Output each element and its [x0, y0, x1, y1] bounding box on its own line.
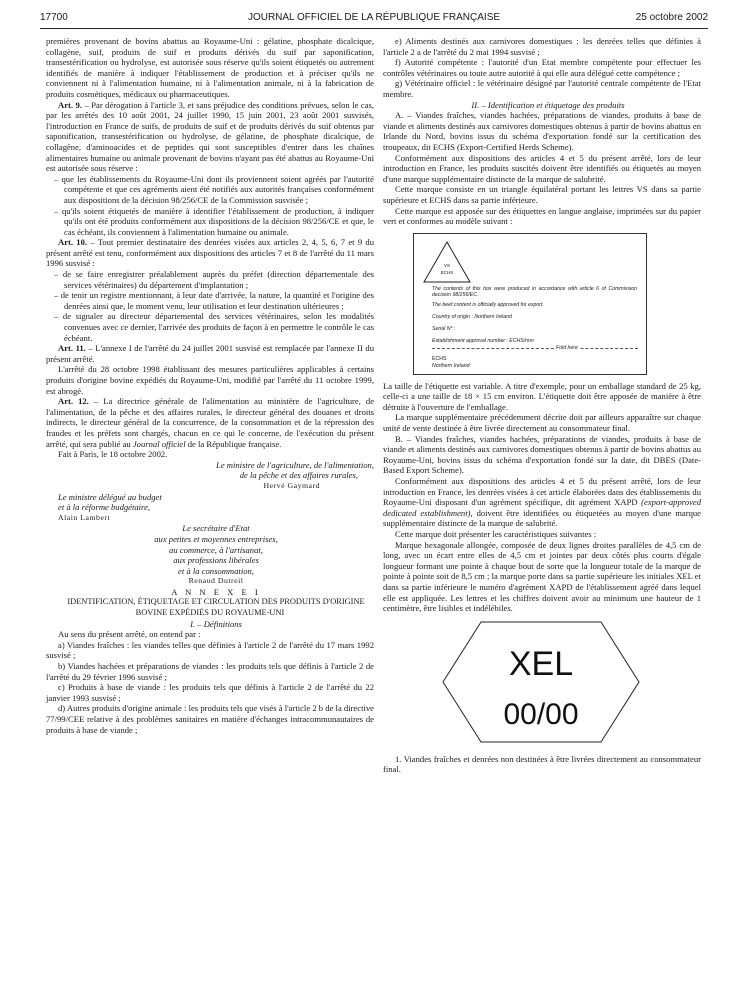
article-11	[46, 343, 374, 364]
paragraph: premières provenant de bovins abattus au Royaume-Uni : gélatine, phosphate dicalcique, collagène, suif, produits de suif et produits dérivés du suif par saponification, transestérification ou hydrolyse, est autorisée sous réserve qu'ils soient étiquetés ou autrement identifiés de manière à indiquer l'établissement de production et à préciser qu'ils ne conviennent ni à l'alimentation humaine, ni à l'alimentation animale, ni à la fabrication de produits cosmétiques, médicaux ou pharmaceutiques.	[46, 36, 374, 99]
hex-bottom-text: 00/00	[503, 697, 579, 731]
left-column	[46, 36, 374, 735]
header-rule	[40, 28, 708, 29]
triangle-echs: ECHS	[440, 269, 454, 275]
annex-subtitle: IDENTIFICATION, ÉTIQUETAGE ET CIRCULATION DES PRODUITS D'ORIGINE BOVINE EXPÉDIÉS DU ROYAUME-UNI	[67, 597, 365, 618]
definition: g) Vétérinaire officiel : le vétérinaire désigné par l'autorité centrale compétente de l'Etat membre.	[383, 78, 701, 99]
paragraph: Conformément aux dispositions des articles 4 et 5 du présent arrêté, lors de leur introduction en France, les produits suscités doivent être identifiés ou étiquetés au moyen d'une marque supplémentaire distincte de la marque de salubrité.	[383, 152, 701, 184]
label-bottom: ECHS	[432, 355, 447, 362]
article-12	[46, 396, 374, 449]
paragraph: Cette marque doit présenter les caractéristiques suivantes :	[395, 529, 597, 539]
paragraph: A. – Viandes fraîches, viandes hachées, préparations de viandes, produits à base de viande et aliments destinés aux carnivores domestiques obtenus à partir de bovins abattus en Irlande du Nord, bovins issus du schéma d'exportation fondé sur la certification des troupeaux, dit ECHS (Export-Certified Herds Scheme).	[383, 110, 701, 152]
paragraph: L'arrêté du 28 octobre 1998 établissant des mesures particulières applicables à certains produits d'origine bovine expédiés du Royaume-Uni, modifié par l'arrêté du 11 octobre 1999, est abrogé.	[46, 364, 374, 396]
issue-date: 25 octobre 2002	[635, 12, 708, 23]
list-item: – de se faire enregistrer préalablement auprès du préfet (direction départementale des services vétérinaires) du département d'implantation ;	[54, 269, 374, 290]
journal-title: JOURNAL OFFICIEL DE LA RÉPUBLIQUE FRANÇAISE	[247, 12, 501, 23]
echs-label-model	[413, 233, 647, 375]
fold-line	[432, 348, 638, 349]
definition: b) Viandes hachées et préparations de viandes : les produits tels que définis à l'article 2 de l'arrêté du 29 février 1996 susvisé ;	[46, 661, 374, 682]
signature-title: de la pêche et des affaires rurales,	[239, 470, 358, 481]
signature-name: Hervé Gaymard	[263, 480, 320, 490]
journal-ref: Journal officiel	[132, 438, 186, 449]
label-line: The beef content is officially approved for export.	[432, 301, 544, 308]
fold-label: Fold here	[556, 344, 578, 351]
list-item: – de tenir un registre mentionnant, à leur date d'arrivée, la nature, la quantité et l'origine des denrées ainsi que, le moment venu, leur utilisation et leur destination ultérieures ;	[54, 290, 374, 311]
label-line: Country of origin : Northern Ireland	[432, 313, 512, 320]
paragraph	[383, 476, 701, 529]
label-line: The contents of this box were produced in accordance with article 6 of Commission decision 98/256/EC.	[432, 285, 637, 298]
done-at: Fait à Paris, le 18 octobre 2002.	[58, 449, 168, 460]
list-item: – qu'ils soient étiquetés de manière à identifier l'établissement de production, à indiquer qu'ils ont été produits conformément aux dispositions de la décision 98/256/CE et que, le cas échéant, ils conviennent à l'alimentation humaine ou animale.	[54, 205, 374, 237]
article-text: – Par dérogation à l'article 3, et sans préjudice des conditions prévues, selon le cas, par les arrêtés des 10 août 2001, 24 juillet 1990, 15 juin 2001, 23 août 2001 susvisés, l'introduction en France de suifs, de produits de suif et de produits dérivés du suif obtenus par saponification, transestérification ou hydrolyse, de gélatine, de phosphate dicalcique, de collagène, d'aminoacides et de peptides qui sont susceptibles d'entrer dans les chaînes alimentaires humaine ou animale provenant de bovins n'ayant pas été abattus au Royaume-Uni est autorisée sous réserve :	[46, 99, 375, 174]
definition: a) Viandes fraîches : les viandes telles que définies à l'article 2 de l'arrêté du 17 mars 1992 susvisé ;	[46, 639, 374, 661]
paragraph: Au sens du présent arrêté, on entend par :	[58, 629, 201, 640]
signature-name: Alain Lambert	[58, 512, 111, 522]
text: doivent être identifiées ou étiquetées au moyen d'une marque supplémentaire distincte de la marque de salubrité.	[383, 507, 701, 529]
paragraph: 1. Viandes fraîches et denrées non destinées à être livrées directement au consommateur final.	[383, 753, 701, 775]
list-item: – de signaler au directeur départemental des services vétérinaires, selon les modalités convenues avec ce dernier, l'arrivée des produits de façon à en permettre le contrôle le cas échéant.	[54, 311, 374, 343]
annex-title: A N N E X E I	[171, 586, 261, 597]
signature-name: Renaud Dutreil	[188, 576, 244, 586]
triangle-vs: VS	[443, 262, 451, 268]
signature-title: au commerce, à l'artisanat,	[169, 544, 263, 555]
label-bottom: Northern Ireland	[432, 362, 470, 369]
label-line: Serial N° :	[432, 325, 456, 332]
article-text: – L'annexe I de l'arrêté du 24 juillet 2001 susvisé est remplacée par l'annexe II du présent arrêté.	[46, 343, 374, 364]
signature-title: Le ministre de l'agriculture, de l'alimentation,	[216, 459, 374, 470]
paragraph: Cette marque est apposée sur des étiquettes en langue anglaise, imprimées sur du papier vert et conformes au modèle suivant :	[383, 205, 701, 227]
article-label: Art. 9.	[58, 99, 82, 110]
signature-title: et à la réforme budgétaire,	[58, 502, 151, 513]
xel-hexagon-mark	[441, 620, 641, 744]
signature-title: Le ministre délégué au budget	[58, 491, 162, 502]
definition: d) Autres produits d'origine animale : les produits tels que visés à l'article 2 b de la directive 77/99/CEE relative à des problèmes sanitaires en matière d'échanges intracommunautaires de produits à base de viande ;	[46, 703, 374, 735]
label-line: Establishment approval number : ECHS/nnn	[432, 337, 534, 344]
definition: e) Aliments destinés aux carnivores domestiques : les denrées telles que définies à l'article 2 a de l'arrêté du 2 mai 1994 susvisé ;	[383, 36, 701, 57]
article-text-end: de la République française.	[185, 438, 282, 449]
hex-top-text: XEL	[508, 644, 574, 683]
article-10	[46, 237, 374, 269]
section-heading: I. – Définitions	[190, 618, 242, 629]
definition: c) Produits à base de viande : les produits tels que définis à l'article 2 de l'arrêté du 22 janvier 1993 susvisé ;	[46, 682, 374, 703]
article-label: Art. 11.	[58, 343, 86, 354]
article-9	[46, 100, 374, 174]
article-text: – Tout premier destinataire des denrées visées aux articles 2, 4, 5, 6, 7 et 9 du présent arrêté est tenu, conformément aux dispositions des articles 7 et 8 de l'arrêté du 11 mars 1996 susvisé :	[46, 237, 375, 269]
list-item: – que les établissements du Royaume-Uni dont ils proviennent soient agréés par l'autorité compétente et que ces agréments aient été notifiés aux autorités françaises conformément aux dispositions de la décision 98/256/CE de la Commission susvisée ;	[54, 173, 374, 205]
paragraph: B. – Viandes fraîches, viandes hachées, préparations de viandes, produits à base de viande et aliments destinés aux carnivores domestiques obtenus à partir de bovins abattus au Royaume-Uni, bovins issus du schéma d'exportation fondé sur la date, dit DBES (Date-Based Export Scheme).	[383, 433, 701, 476]
paragraph: Marque hexagonale allongée, composée de deux lignes droites parallèles de 4,5 cm de long, avec un écart entre elles de 4,5 cm et jointes par deux côtés plus courts d'égale longueur formant une pointe à chaque bout de sorte que la longueur totale de la marque de pointe à pointe soit de 8,5 cm ; la marque porte dans sa partie supérieure les initiales XEL et dans sa partie inférieure le numéro d'agrément XAPD de l'établissement agréé dans lequel elle est appliquée. Les lettres et les chiffres doivent avoir au minimum une hauteur de 1 centimètre, être lisibles et indélébiles.	[383, 539, 701, 614]
text: Conformément aux dispositions des articles 4 et 5 du présent arrêté, lors de leur introduction en France, les denrées visées à cet article élaborées dans des établissements du Royaume-Uni disposant d'un agrément spécifique, dit agrément XAPD	[383, 476, 701, 508]
article-label: Art. 12.	[58, 396, 89, 407]
paragraph: Cette marque consiste en un triangle équilatéral portant les lettres VS dans sa partie supérieure et ECHS dans sa partie inférieure.	[383, 184, 701, 205]
page-number: 17700	[40, 12, 68, 23]
paragraph: La taille de l'étiquette est variable. A titre d'exemple, pour un emballage standard de 25 kg, celle-ci a une taille de 18 × 15 cm environ. L'étiquette doit être apposée de manière à être détruite à l'ouverture de l'emballage.	[383, 380, 701, 412]
right-column	[383, 36, 701, 775]
text-italic: (export-approved dedicated establishment),	[383, 497, 701, 518]
signature-title: aux petites et moyennes entreprises,	[154, 533, 278, 544]
signature-title: Le secrétaire d'Etat	[182, 523, 250, 534]
paragraph: La marque supplémentaire précédemment décrite doit par ailleurs apparaître sur chaque unité de vente destinée à être livrée directement au consommateur final.	[383, 412, 701, 434]
signature-title: aux professions libérales	[173, 555, 259, 566]
definition: f) Autorité compétente : l'autorité d'un Etat membre compétente pour effectuer les contrôles vétérinaires ou toute autre autorité à qui elle aura délégué cette compétence ;	[383, 57, 701, 78]
section-heading: II. – Identification et étiquetage des produits	[471, 99, 625, 110]
article-text: – La directrice générale de l'alimentation au ministère de l'agriculture, de l'alimentation, de la pêche et des affaires rurales, le directeur général des douanes et droits indirects, le directeur général de la concurrence, de la consommation et de la répression des fraudes et les préfets sont chargés, chacun en ce qui le concerne, de l'exécution du présent arrêté, qui sera publié au	[46, 396, 375, 449]
article-label: Art. 10.	[58, 237, 88, 248]
signature-title: et à la consommation,	[178, 565, 254, 576]
